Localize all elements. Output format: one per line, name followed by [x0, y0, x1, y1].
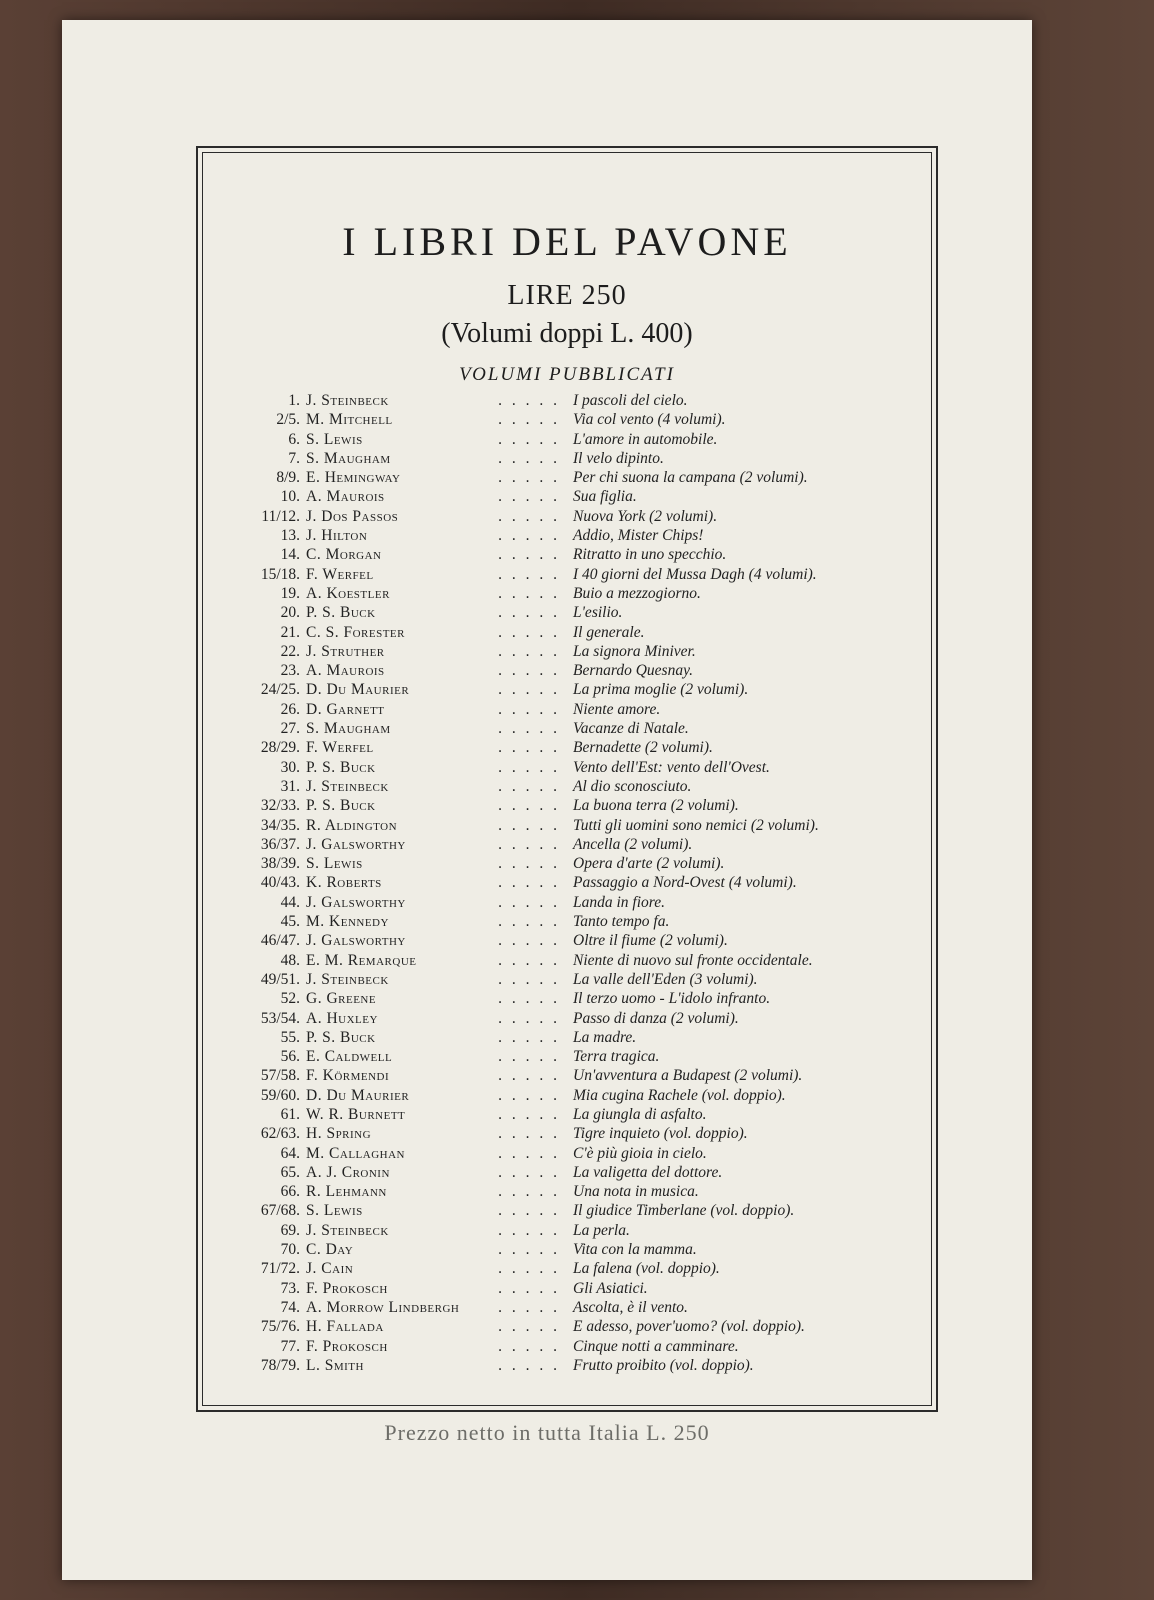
leader-dots: . . . . . [498, 874, 560, 892]
book-author: E. Caldwell [306, 1048, 393, 1066]
leader-dots: . . . . . [498, 951, 560, 969]
book-list-row [228, 603, 928, 622]
book-list-row [228, 1240, 928, 1259]
leader-dots: . . . . . [498, 604, 560, 622]
book-author: P. S. Buck [306, 604, 376, 622]
book-number: 28/29. [260, 739, 300, 757]
book-author: A. Huxley [306, 1009, 378, 1027]
book-author: A. Morrow Lindbergh [306, 1298, 460, 1316]
book-title: Ascolta, è il vento. [573, 1298, 688, 1316]
book-author: A. J. Cronin [306, 1163, 390, 1181]
leader-dots: . . . . . [498, 1163, 560, 1181]
book-author: J. Hilton [306, 527, 368, 545]
book-author: R. Lehmann [306, 1183, 387, 1201]
book-number: 19. [280, 584, 300, 602]
book-title: Il giudice Timberlane (vol. doppio). [573, 1202, 795, 1220]
leader-dots: . . . . . [498, 1221, 560, 1239]
book-number: 45. [280, 913, 300, 931]
book-list-row [228, 487, 928, 506]
book-title: Buio a mezzogiorno. [573, 584, 701, 602]
book-number: 65. [280, 1163, 300, 1181]
book-list-row [228, 1066, 928, 1085]
book-author: M. Mitchell [306, 411, 393, 429]
book-title: Al dio sconosciuto. [573, 777, 692, 795]
leader-dots: . . . . . [498, 1298, 560, 1316]
book-list-row [228, 565, 928, 584]
book-author: J. Dos Passos [306, 507, 399, 525]
book-number: 52. [280, 990, 300, 1008]
book-list-row [228, 796, 928, 815]
book-title: L'esilio. [573, 604, 623, 622]
book-number: 56. [280, 1048, 300, 1066]
leader-dots: . . . . . [498, 855, 560, 873]
book-number: 70. [280, 1241, 300, 1259]
price-label: LIRE 250 [507, 280, 627, 311]
leader-dots: . . . . . [498, 507, 560, 525]
book-title: Per chi suona la campana (2 volumi). [573, 469, 808, 487]
book-list-row [228, 1124, 928, 1143]
book-number: 36/37. [260, 835, 300, 853]
leader-dots: . . . . . [498, 411, 560, 429]
book-author: L. Smith [306, 1356, 364, 1374]
book-number: 15/18. [260, 565, 300, 583]
leader-dots: . . . . . [498, 546, 560, 564]
book-number: 13. [280, 527, 300, 545]
book-list-row [228, 1259, 928, 1278]
leader-dots: . . . . . [498, 469, 560, 487]
book-title: E adesso, pover'uomo? (vol. doppio). [573, 1318, 805, 1336]
book-number: 48. [280, 951, 300, 969]
book-author: C. Morgan [306, 546, 382, 564]
book-number: 2/5. [276, 411, 300, 429]
leader-dots: . . . . . [498, 565, 560, 583]
leader-dots: . . . . . [498, 1356, 560, 1374]
book-author: R. Aldington [306, 816, 398, 834]
book-title: Tigre inquieto (vol. doppio). [573, 1125, 748, 1143]
book-number: 57/58. [260, 1067, 300, 1085]
book-number: 21. [280, 623, 300, 641]
book-list-row [228, 1009, 928, 1028]
book-author: D. Du Maurier [306, 1086, 410, 1104]
book-number: 64. [280, 1144, 300, 1162]
book-number: 1. [288, 392, 300, 409]
book-title: Via col vento (4 volumi). [573, 411, 726, 429]
leader-dots: . . . . . [498, 777, 560, 795]
book-number: 61. [280, 1105, 300, 1123]
leader-dots: . . . . . [498, 893, 560, 911]
book-author: H. Fallada [306, 1318, 384, 1336]
book-list-row [228, 1356, 928, 1375]
book-list-row [228, 642, 928, 661]
book-number: 44. [280, 893, 300, 911]
book-author: J. Galsworthy [306, 932, 406, 950]
book-list-row [228, 507, 928, 526]
book-number: 38/39. [260, 855, 300, 873]
book-list-row [228, 700, 928, 719]
book-number: 62/63. [260, 1125, 300, 1143]
leader-dots: . . . . . [498, 913, 560, 931]
book-list-row [228, 623, 928, 642]
leader-dots: . . . . . [498, 623, 560, 641]
book-list-row [228, 545, 928, 564]
book-author: M. Kennedy [306, 913, 389, 931]
published-volumes-heading: VOLUMI PUBBLICATI [459, 364, 675, 385]
book-back-cover [62, 20, 1032, 1580]
book-title: Mia cugina Rachele (vol. doppio). [573, 1086, 786, 1104]
book-author: S. Maugham [306, 720, 391, 738]
leader-dots: . . . . . [498, 1279, 560, 1297]
book-list-row [228, 951, 928, 970]
book-title: Landa in fiore. [573, 893, 666, 911]
book-list-row [228, 1317, 928, 1336]
double-volume-price: (Volumi doppi L. 400) [441, 318, 693, 349]
book-number: 46/47. [260, 932, 300, 950]
book-number: 75/76. [260, 1318, 300, 1336]
book-title: Tanto tempo fa. [573, 913, 670, 931]
leader-dots: . . . . . [498, 816, 560, 834]
leader-dots: . . . . . [498, 392, 560, 409]
book-list-row [228, 449, 928, 468]
leader-dots: . . . . . [498, 1241, 560, 1259]
book-title: Addio, Mister Chips! [573, 527, 704, 545]
book-list-row [228, 584, 928, 603]
book-number: 67/68. [260, 1202, 300, 1220]
leader-dots: . . . . . [498, 932, 560, 950]
book-number: 74. [280, 1298, 300, 1316]
book-author: P. S. Buck [306, 758, 376, 776]
book-author: S. Maugham [306, 449, 391, 467]
book-title: I 40 giorni del Mussa Dagh (4 volumi). [573, 565, 817, 583]
book-number: 34/35. [260, 816, 300, 834]
book-list-row [228, 777, 928, 796]
book-list-row [228, 1221, 928, 1240]
book-title: Il terzo uomo - L'idolo infranto. [573, 990, 771, 1008]
book-number: 14. [280, 546, 300, 564]
book-author: J. Cain [306, 1260, 354, 1278]
book-author: C. S. Forester [306, 623, 405, 641]
book-number: 27. [280, 720, 300, 738]
book-title: Gli Asiatici. [573, 1279, 648, 1297]
leader-dots: . . . . . [498, 758, 560, 776]
leader-dots: . . . . . [498, 527, 560, 545]
book-list-row [228, 1279, 928, 1298]
book-list-row [228, 1086, 928, 1105]
book-author: S. Lewis [306, 1202, 363, 1220]
book-number: 11/12. [261, 507, 300, 525]
book-title: Un'avventura a Budapest (2 volumi). [573, 1067, 803, 1085]
book-list-row [228, 430, 928, 449]
book-title: Niente amore. [573, 700, 661, 718]
book-author: F. Körmendi [306, 1067, 390, 1085]
book-author: D. Du Maurier [306, 681, 410, 699]
book-list-row [228, 854, 928, 873]
book-author: J. Galsworthy [306, 835, 406, 853]
book-title: Oltre il fiume (2 volumi). [573, 932, 728, 950]
book-author: J. Steinbeck [306, 970, 389, 988]
leader-dots: . . . . . [498, 1067, 560, 1085]
book-title: L'amore in automobile. [573, 430, 718, 448]
book-list-row [228, 1201, 928, 1220]
book-list-row [228, 1298, 928, 1317]
book-title: Ritratto in uno specchio. [573, 546, 727, 564]
book-list-row [228, 468, 928, 487]
book-number: 55. [280, 1028, 300, 1046]
leader-dots: . . . . . [498, 662, 560, 680]
book-list-row [228, 1337, 928, 1356]
leader-dots: . . . . . [498, 642, 560, 660]
series-title: I LIBRI DEL PAVONE [342, 219, 792, 264]
book-author: C. Day [306, 1241, 354, 1259]
book-number: 6. [288, 430, 300, 448]
book-author: F. Prokosch [306, 1279, 388, 1297]
book-list-row [228, 893, 928, 912]
book-title: Frutto proibito (vol. doppio). [573, 1356, 754, 1374]
book-number: 77. [280, 1337, 300, 1355]
book-number: 7. [288, 449, 300, 467]
book-number: 8/9. [276, 469, 300, 487]
book-author: S. Lewis [306, 855, 363, 873]
leader-dots: . . . . . [498, 1144, 560, 1162]
book-title: La falena (vol. doppio). [573, 1260, 720, 1278]
book-list-row [228, 989, 928, 1008]
book-number: 66. [280, 1183, 300, 1201]
book-title: Passo di danza (2 volumi). [573, 1009, 739, 1027]
book-author: A. Maurois [306, 488, 385, 506]
leader-dots: . . . . . [498, 1183, 560, 1201]
book-list-row [228, 719, 928, 738]
book-author: F. Werfel [306, 565, 374, 583]
book-author: J. Steinbeck [306, 392, 389, 409]
leader-dots: . . . . . [498, 1105, 560, 1123]
book-list-row [228, 1105, 928, 1124]
book-author: P. S. Buck [306, 797, 376, 815]
book-title: Vacanze di Natale. [573, 720, 689, 738]
book-author: S. Lewis [306, 430, 363, 448]
book-number: 31. [280, 777, 300, 795]
book-list-row [228, 758, 928, 777]
book-title: La perla. [573, 1221, 630, 1239]
book-author: A. Maurois [306, 662, 385, 680]
book-number: 49/51. [260, 970, 300, 988]
book-list-row [228, 410, 928, 429]
book-author: F. Prokosch [306, 1337, 388, 1355]
leader-dots: . . . . . [498, 990, 560, 1008]
book-number: 10. [280, 488, 300, 506]
book-title: C'è più gioia in cielo. [573, 1144, 707, 1162]
book-number: 26. [280, 700, 300, 718]
book-number: 40/43. [260, 874, 300, 892]
leader-dots: . . . . . [498, 430, 560, 448]
book-title: Ancella (2 volumi). [573, 835, 693, 853]
book-title: Niente di nuovo sul fronte occidentale. [573, 951, 813, 969]
book-list-row [228, 680, 928, 699]
leader-dots: . . . . . [498, 1009, 560, 1027]
book-number: 32/33. [260, 797, 300, 815]
book-title: La buona terra (2 volumi). [573, 797, 739, 815]
book-author: F. Werfel [306, 739, 374, 757]
book-title: Bernadette (2 volumi). [573, 739, 713, 757]
leader-dots: . . . . . [498, 1337, 560, 1355]
book-list-row [228, 526, 928, 545]
book-number: 78/79. [260, 1356, 300, 1374]
book-title: Vento dell'Est: vento dell'Ovest. [573, 758, 770, 776]
book-author: H. Spring [306, 1125, 372, 1143]
leader-dots: . . . . . [498, 970, 560, 988]
book-author: A. Koestler [306, 584, 390, 602]
book-title: I pascoli del cielo. [573, 392, 688, 409]
book-number: 71/72. [260, 1260, 300, 1278]
book-title: Terra tragica. [573, 1048, 660, 1066]
book-title: La prima moglie (2 volumi). [573, 681, 749, 699]
leader-dots: . . . . . [498, 1048, 560, 1066]
book-list-row [228, 873, 928, 892]
book-title: La madre. [573, 1028, 637, 1046]
book-title: La giungla di asfalto. [573, 1105, 707, 1123]
leader-dots: . . . . . [498, 1202, 560, 1220]
book-author: P. S. Buck [306, 1028, 376, 1046]
book-title: Il generale. [573, 623, 645, 641]
book-number: 59/60. [260, 1086, 300, 1104]
book-author: W. R. Burnett [306, 1105, 406, 1123]
book-title: Bernardo Quesnay. [573, 662, 693, 680]
book-author: E. M. Remarque [306, 951, 417, 969]
book-author: E. Hemingway [306, 469, 401, 487]
book-author: J. Steinbeck [306, 1221, 389, 1239]
book-list-row [228, 391, 928, 410]
book-title: Passaggio a Nord-Ovest (4 volumi). [573, 874, 797, 892]
book-list-row [228, 1163, 928, 1182]
book-title: La signora Miniver. [573, 642, 696, 660]
book-list-row [228, 835, 928, 854]
book-title: Sua figlia. [573, 488, 637, 506]
book-list-row [228, 1182, 928, 1201]
book-number: 23. [280, 662, 300, 680]
book-list-row [228, 661, 928, 680]
leader-dots: . . . . . [498, 1086, 560, 1104]
leader-dots: . . . . . [498, 1028, 560, 1046]
book-list-row [228, 970, 928, 989]
book-number: 53/54. [260, 1009, 300, 1027]
book-number: 20. [280, 604, 300, 622]
book-list-row [228, 931, 928, 950]
book-author: M. Callaghan [306, 1144, 405, 1162]
book-list-row [228, 1144, 928, 1163]
book-number: 22. [280, 642, 300, 660]
leader-dots: . . . . . [498, 1260, 560, 1278]
book-number: 24/25. [260, 681, 300, 699]
book-number: 73. [280, 1279, 300, 1297]
book-title: Nuova York (2 volumi). [573, 507, 718, 525]
leader-dots: . . . . . [498, 1125, 560, 1143]
book-list-row [228, 738, 928, 757]
leader-dots: . . . . . [498, 681, 560, 699]
leader-dots: . . . . . [498, 1318, 560, 1336]
book-author: G. Greene [306, 990, 377, 1008]
book-list-row [228, 816, 928, 835]
book-list-row [228, 1028, 928, 1047]
book-list-row [228, 1047, 928, 1066]
book-list [228, 391, 928, 1375]
book-list-row [228, 912, 928, 931]
book-title: Il velo dipinto. [573, 449, 664, 467]
book-title: Tutti gli uomini sono nemici (2 volumi). [573, 816, 819, 834]
leader-dots: . . . . . [498, 835, 560, 853]
book-title: La valle dell'Eden (3 volumi). [573, 970, 758, 988]
book-title: Opera d'arte (2 volumi). [573, 855, 725, 873]
book-number: 69. [280, 1221, 300, 1239]
leader-dots: . . . . . [498, 700, 560, 718]
leader-dots: . . . . . [498, 720, 560, 738]
leader-dots: . . . . . [498, 739, 560, 757]
leader-dots: . . . . . [498, 488, 560, 506]
book-title: La valigetta del dottore. [573, 1163, 723, 1181]
book-number: 30. [280, 758, 300, 776]
book-author: D. Garnett [306, 700, 385, 718]
book-author: K. Roberts [306, 874, 382, 892]
book-title: Cinque notti a camminare. [573, 1337, 739, 1355]
book-author: J. Struther [306, 642, 385, 660]
book-title: Una nota in musica. [573, 1183, 699, 1201]
book-author: J. Galsworthy [306, 893, 406, 911]
leader-dots: . . . . . [498, 797, 560, 815]
net-price-footer: Prezzo netto in tutta Italia L. 250 [384, 1420, 710, 1445]
leader-dots: . . . . . [498, 584, 560, 602]
book-title: Vita con la mamma. [573, 1241, 697, 1259]
book-author: J. Steinbeck [306, 777, 389, 795]
leader-dots: . . . . . [498, 449, 560, 467]
cover-frame [196, 146, 938, 1412]
